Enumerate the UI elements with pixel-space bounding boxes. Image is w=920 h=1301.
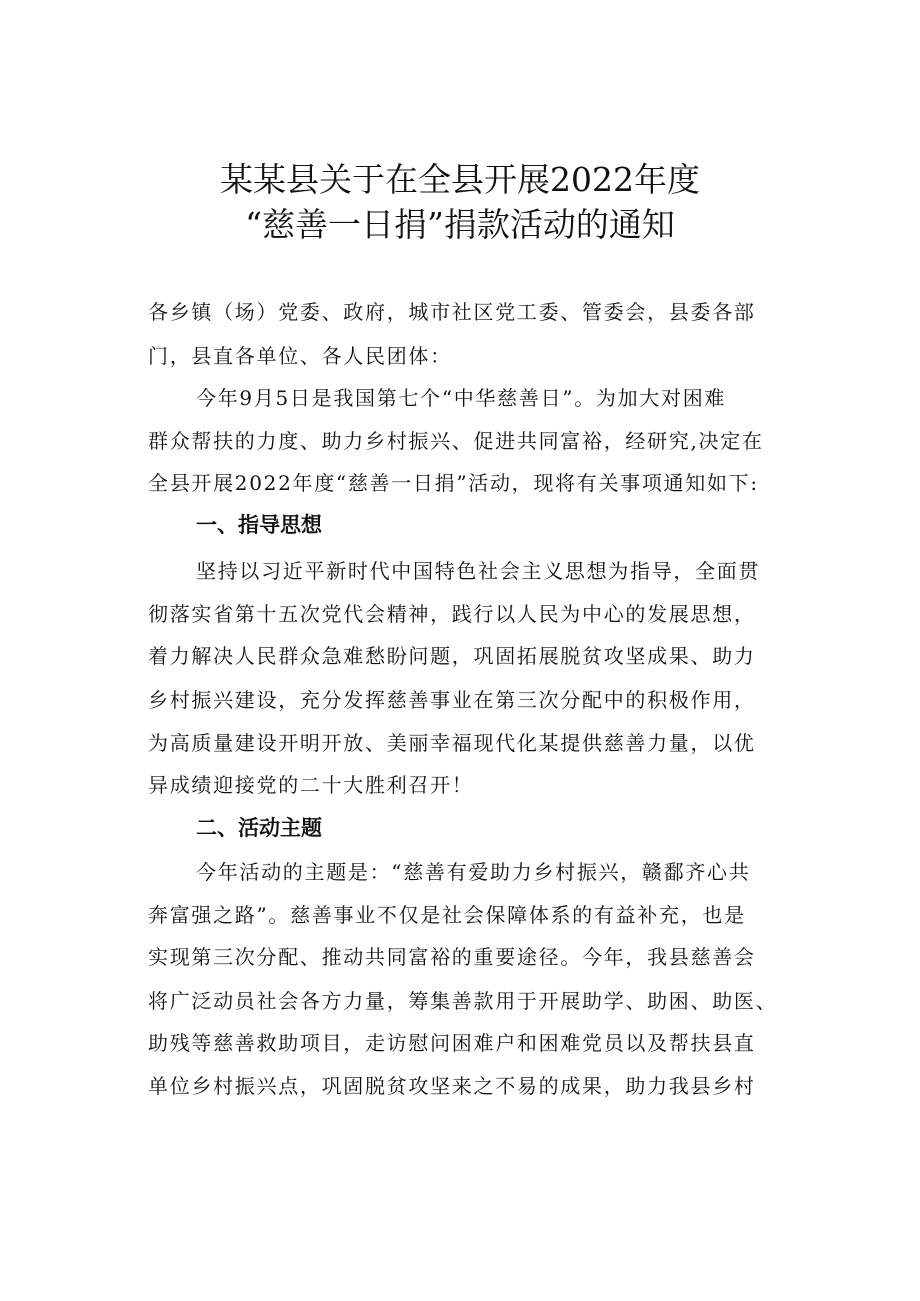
section2-line-1: 今年活动的主题是：“慈善有爱助力乡村振兴，赣鄱齐心共 [196,860,751,884]
section1-line-4: 乡村振兴建设，充分发挥慈善事业在第三次分配中的积极作用， [148,688,756,712]
section2-line-2: 奔富强之路”。慈善事业不仅是社会保障体系的有益补充，也是 [148,903,746,927]
intro-line-3: 全县开展2022年度“慈善一日捐”活动，现将有关事项通知如下: [148,471,759,495]
section2-line-4: 将广泛动员社会各方力量，筹集善款用于开展助学、助困、助医、 [148,989,778,1013]
document-title-line-2: “慈善一日捐”捐款活动的通知 [245,205,675,244]
section1-line-2: 彻落实省第十五次党代会精神，践行以人民为中心的发展思想， [148,602,756,626]
intro-line-2: 群众帮扶的力度、助力乡村振兴、促进共同富裕，经研究,决定在 [148,429,764,453]
section1-line-1: 坚持以习近平新时代中国特色社会主义思想为指导，全面贯 [196,559,761,583]
section-heading-guiding-ideology: 一、指导思想 [196,513,322,537]
salutation-line-2: 门，县直各单位、各人民团体： [148,344,452,368]
section-heading-activity-theme: 二、活动主题 [196,816,322,840]
section2-line-3: 实现第三次分配、推动共同富裕的重要途径。今年，我县慈善会 [148,945,756,969]
salutation-line-1: 各乡镇（场）党委、政府，城市社区党工委、管委会，县委各部 [148,300,756,324]
intro-line-1: 今年9月5日是我国第七个“中华慈善日”。为加大对困难 [196,386,727,410]
section2-line-5: 助残等慈善救助项目，走访慰问困难户和困难党员以及帮扶县直 [148,1031,756,1055]
document-title-line-1: 某某县关于在全县开展2022年度 [220,160,700,199]
section1-line-3: 着力解决人民群众急难愁盼问题，巩固拓展脱贫攻坚成果、助力 [148,644,756,668]
section2-line-6: 单位乡村振兴点，巩固脱贫攻坚来之不易的成果，助力我县乡村 [148,1074,756,1098]
section1-line-6: 异成绩迎接党的二十大胜利召开！ [148,773,474,797]
section1-line-5: 为高质量建设开明开放、美丽幸福现代化某提供慈善力量，以优 [148,731,756,755]
